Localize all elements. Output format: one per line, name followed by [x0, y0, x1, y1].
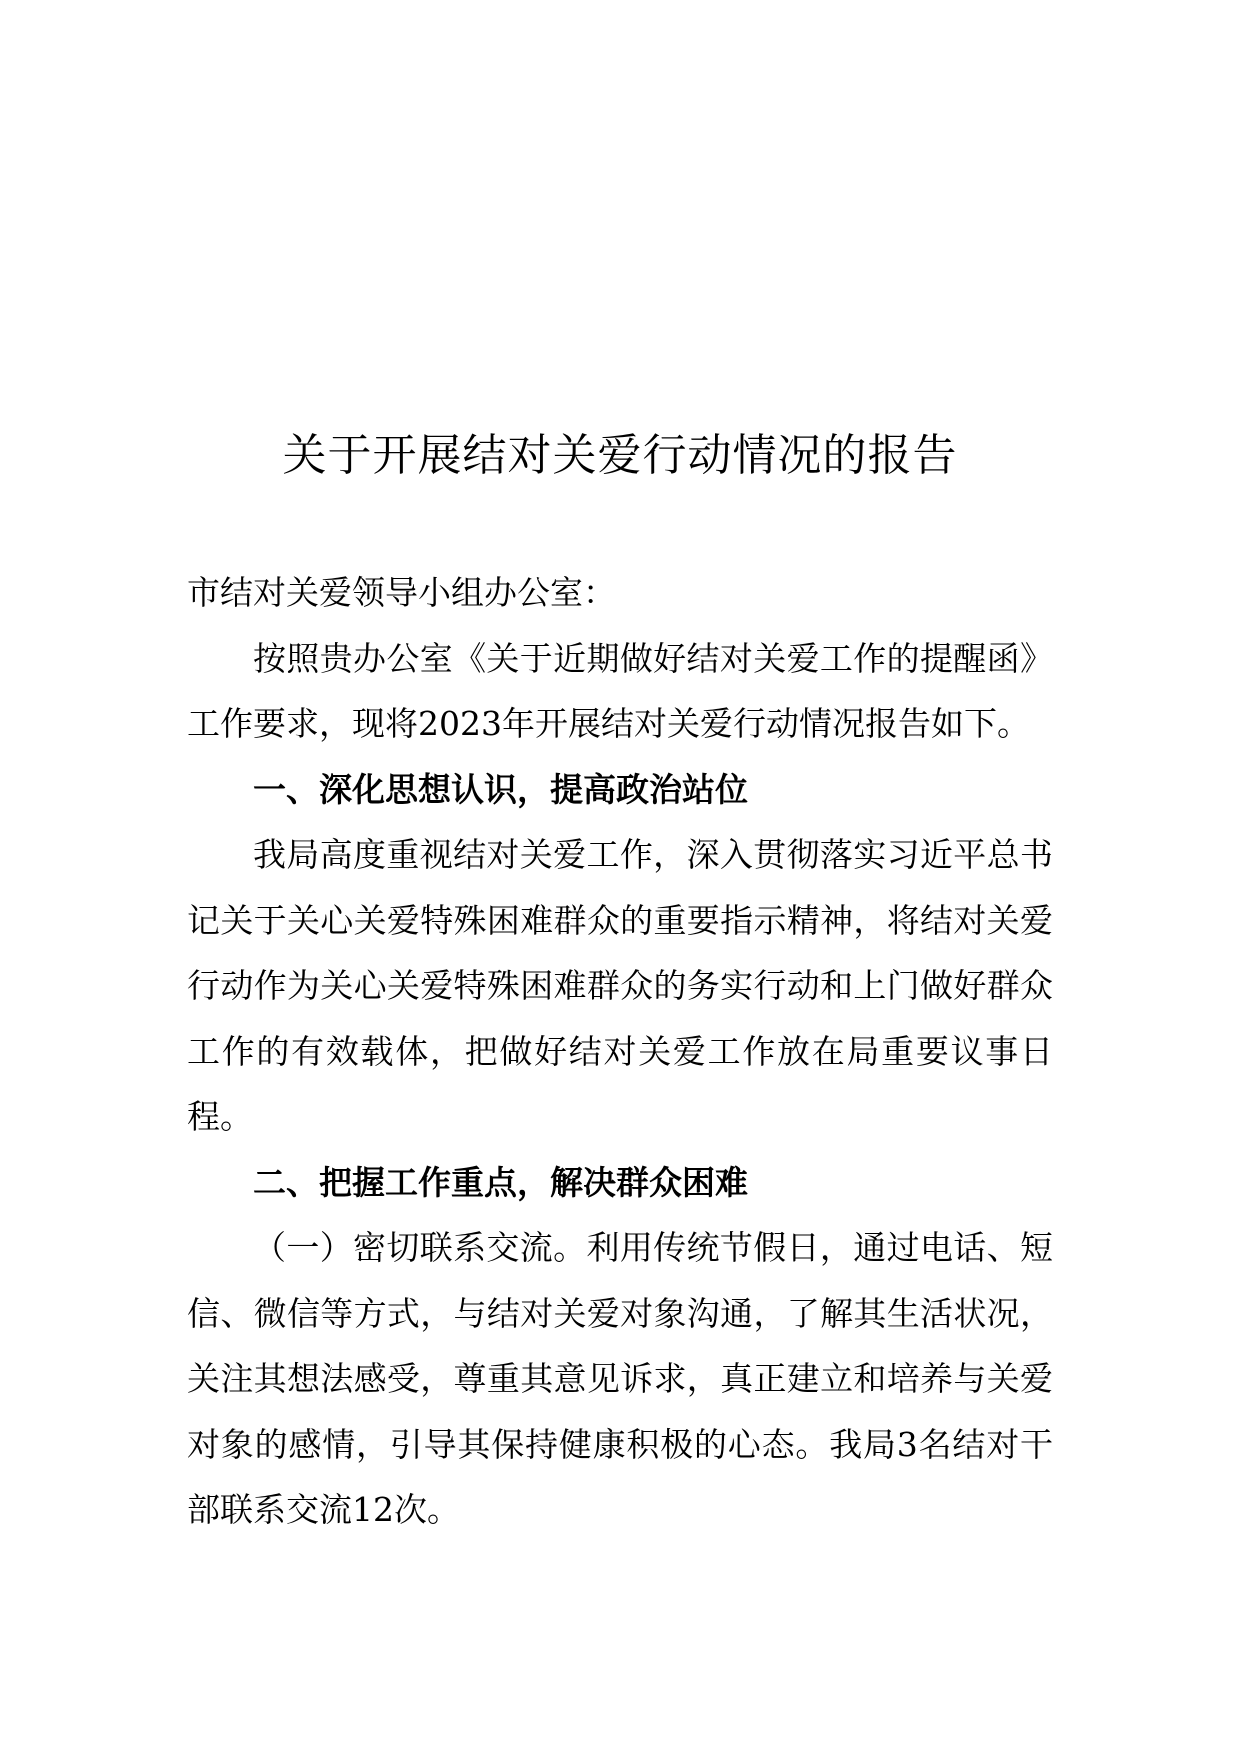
document-title: 关于开展结对关爱行动情况的报告	[282, 430, 958, 481]
section-1-paragraph: 我局高度重视结对关爱工作，深入贯彻落实习近平总书记关于关心关爱特殊困难群众的重要指示精神，将结对关爱行动作为关心关爱特殊困难群众的务实行动和上门做好群众工作的有效载体，把做好结对关爱工作放在局重要议事日程。	[187, 835, 1053, 1136]
salutation: 市结对关爱领导小组办公室：	[187, 573, 616, 612]
intro-paragraph: 按照贵办公室《关于近期做好结对关爱工作的提醒函》工作要求，现将2023年开展结对关爱行动情况报告如下。	[187, 638, 1053, 743]
section-heading-1: 一、深化思想认识，提高政治站位	[253, 769, 748, 809]
section-heading-2: 二、把握工作重点，解决群众困难	[253, 1162, 748, 1202]
document-body	[187, 560, 1053, 1543]
section-2-paragraph-1: （一）密切联系交流。利用传统节假日，通过电话、短信、微信等方式，与结对关爱对象沟通，了解其生活状况，关注其想法感受，尊重其意见诉求，真正建立和培养与关爱对象的感情，引导其保持健康积极的心态。我局3名结对干部联系交流12次。	[187, 1228, 1053, 1529]
